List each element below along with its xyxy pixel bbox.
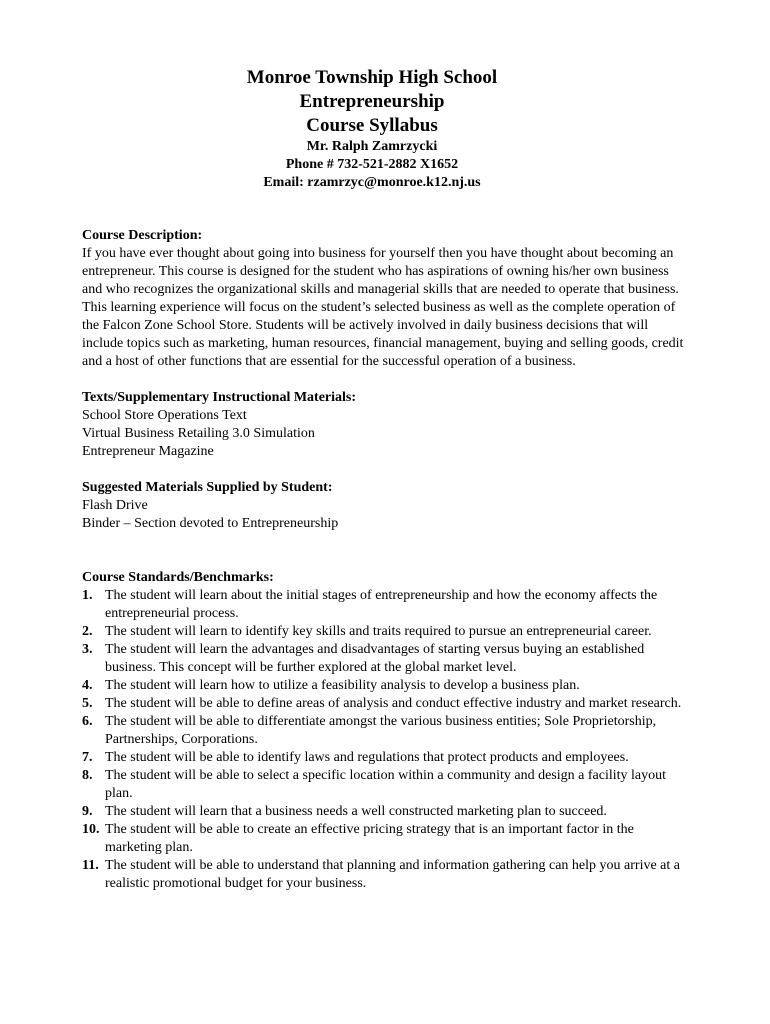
- standard-number: 8.: [82, 768, 93, 783]
- standard-number: 3.: [82, 642, 93, 657]
- material-item: School Store Operations Text: [82, 408, 247, 423]
- student-materials-section: [82, 479, 692, 533]
- standard-text: The student will learn that a business needs a well constructed marketing plan to succeed.: [105, 804, 607, 819]
- standard-item: [82, 623, 692, 641]
- standard-item: [82, 749, 692, 767]
- standards-list: [82, 587, 692, 893]
- standard-text: The student will be able to define areas of analysis and conduct effective industry and market research.: [105, 696, 682, 711]
- standard-number: 9.: [82, 804, 93, 819]
- standards-heading: Course Standards/Benchmarks:: [82, 570, 274, 585]
- standard-text: The student will be able to differentiate amongst the various business entities; Sole Proprietorship, Partnerships, Corporations.: [105, 714, 657, 747]
- standard-number: 7.: [82, 750, 93, 765]
- standard-item: [82, 767, 692, 803]
- standard-number: 11.: [82, 858, 99, 873]
- standard-text: The student will learn about the initial stages of entrepreneurship and how the economy affects the entrepreneurial process.: [105, 588, 658, 621]
- standard-text: The student will be able to identify laws and regulations that protect products and employees.: [105, 750, 629, 765]
- course-description-text: If you have ever thought about going into business for yourself then you have thought about becoming an entrepreneur. This course is designed for the student who has aspirations of owning his/her own business and who recognizes the organizational skills and managerial skills that are needed to operate that business. This learning experience will focus on the student’s selected business as well as the complete operation of the Falcon Zone School Store. Students will be actively involved in daily business decisions that will include topics such as marketing, human resources, financial management, buying and selling goods, credit and a host of other functions that are essential for the successful operation of a business.: [82, 246, 684, 369]
- document-header: [0, 66, 744, 192]
- course-name: Entrepreneurship: [299, 91, 445, 112]
- materials-heading: Texts/Supplementary Instructional Materials:: [82, 390, 357, 405]
- standard-item: [82, 713, 692, 749]
- standard-text: The student will be able to create an effective pricing strategy that is an important factor in the marketing plan.: [105, 822, 634, 855]
- material-item: Virtual Business Retailing 3.0 Simulation: [82, 426, 315, 441]
- teacher-phone: Phone # 732-521-2882 X1652: [285, 157, 459, 172]
- standard-item: [82, 641, 692, 677]
- course-description-heading: Course Description:: [82, 228, 203, 243]
- syllabus-body: [82, 227, 692, 893]
- standard-item: [82, 821, 692, 857]
- standard-item: [82, 587, 692, 623]
- standard-text: The student will learn how to utilize a feasibility analysis to develop a business plan.: [105, 678, 580, 693]
- student-materials-heading: Suggested Materials Supplied by Student:: [82, 480, 333, 495]
- standard-text: The student will learn to identify key skills and traits required to pursue an entrepreneurial career.: [105, 624, 652, 639]
- standard-number: 4.: [82, 678, 93, 693]
- document-title: Course Syllabus: [306, 115, 438, 136]
- standard-number: 2.: [82, 624, 93, 639]
- standard-item: [82, 857, 692, 893]
- standard-item: [82, 803, 692, 821]
- standard-number: 5.: [82, 696, 93, 711]
- student-material-item: Binder – Section devoted to Entrepreneurship: [82, 516, 339, 531]
- student-material-item: Flash Drive: [82, 498, 148, 513]
- standard-text: The student will be able to select a specific location within a community and design a facility layout plan.: [105, 768, 667, 801]
- school-name: Monroe Township High School: [246, 67, 498, 88]
- material-item: Entrepreneur Magazine: [82, 444, 214, 459]
- standard-text: The student will learn the advantages and disadvantages of starting versus buying an established business. This concept will be further explored at the global market level.: [105, 642, 645, 675]
- standard-item: [82, 677, 692, 695]
- teacher-name: Mr. Ralph Zamrzycki: [306, 139, 438, 154]
- materials-section: [82, 389, 692, 461]
- standard-text: The student will be able to understand that planning and information gathering can help you arrive at a realistic promotional budget for your business.: [105, 858, 680, 891]
- standard-number: 6.: [82, 714, 93, 729]
- standard-number: 1.: [82, 588, 93, 603]
- standard-item: [82, 695, 692, 713]
- teacher-email: Email: rzamrzyc@monroe.k12.nj.us: [263, 175, 481, 190]
- standard-number: 10.: [82, 822, 100, 837]
- standards-section: [82, 569, 692, 893]
- course-description-section: [82, 227, 692, 371]
